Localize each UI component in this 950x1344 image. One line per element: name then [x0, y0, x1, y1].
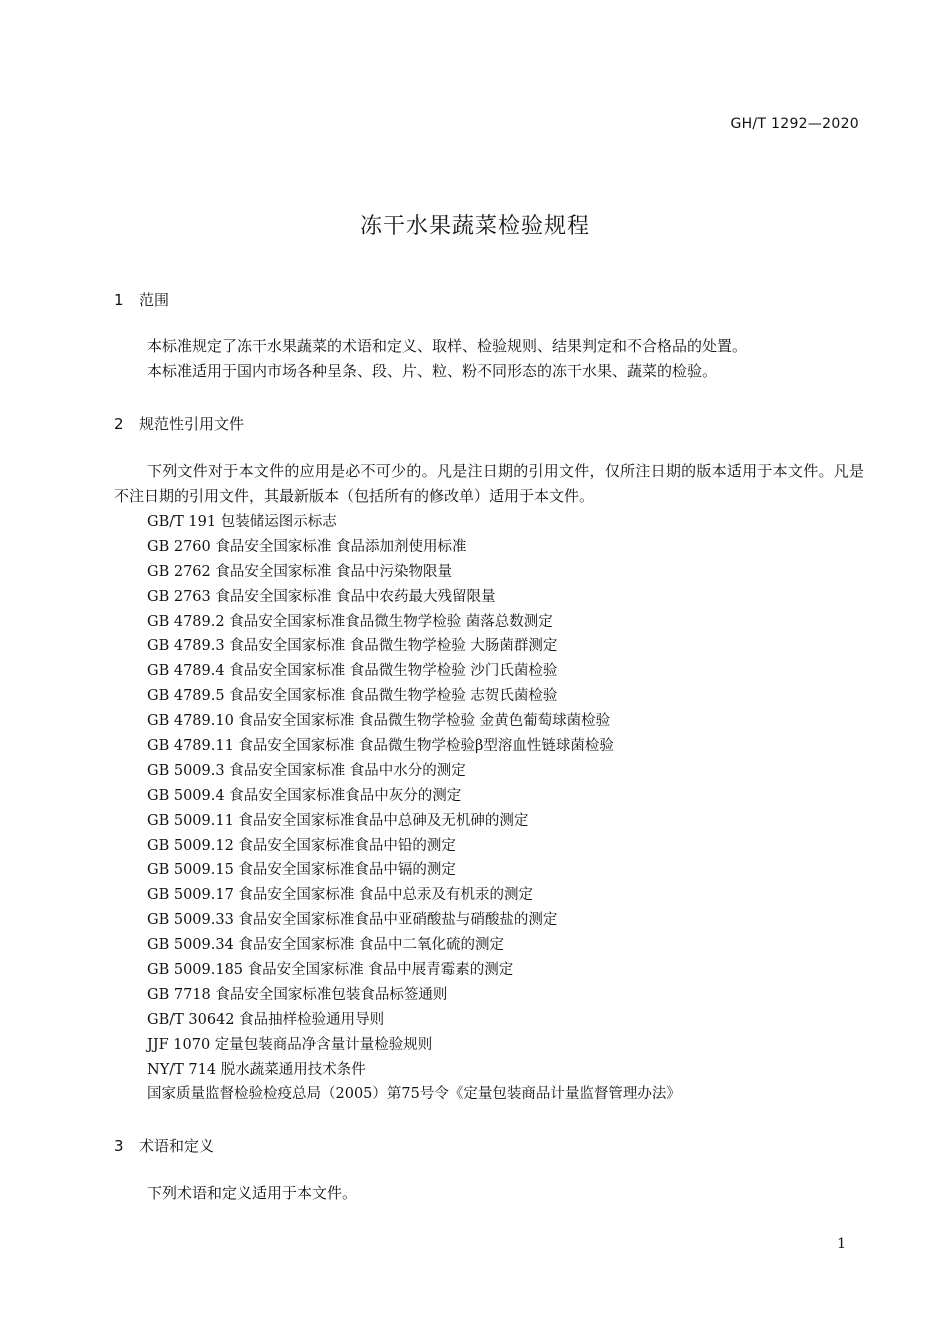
reference-item: 国家质量监督检验检疫总局（2005）第75号令《定量包装商品计量监督管理办法》: [147, 1086, 681, 1103]
section-title: 术语和定义: [139, 1137, 215, 1155]
document-title: 冻干水果蔬菜检验规程: [359, 214, 590, 239]
reference-item: GB 5009.3 食品安全国家标准 食品中水分的测定: [147, 762, 466, 779]
reference-item: GB 5009.17 食品安全国家标准 食品中总汞及有机汞的测定: [147, 887, 534, 904]
section-title: 规范性引用文件: [139, 415, 245, 433]
reference-item: GB 2760 食品安全国家标准 食品添加剂使用标准: [147, 538, 467, 555]
reference-item: GB 4789.11 食品安全国家标准 食品微生物学检验β型溶血性链球菌检验: [147, 738, 614, 755]
reference-item: GB 5009.4 食品安全国家标准食品中灰分的测定: [147, 787, 462, 804]
page-number: 1: [837, 1236, 846, 1252]
scope-paragraph-2: 本标准适用于国内市场各种呈条、段、片、粒、粉不同形态的冻干水果、蔬菜的检验。: [147, 362, 718, 380]
section-title: 范围: [139, 291, 170, 309]
reference-item: GB 4789.10 食品安全国家标准 食品微生物学检验 金黄色葡萄球菌检验: [147, 713, 611, 730]
reference-item: GB 5009.12 食品安全国家标准食品中铅的测定: [147, 837, 456, 854]
standard-code: GH/T 1292—2020: [730, 116, 859, 132]
reference-item: JJF 1070 定量包装商品净含量计量检验规则: [147, 1036, 433, 1053]
reference-item: GB 4789.3 食品安全国家标准 食品微生物学检验 大肠菌群测定: [147, 638, 558, 655]
terms-intro: 下列术语和定义适用于本文件。: [147, 1184, 358, 1202]
section-number: 2: [114, 415, 124, 433]
reference-item: GB 4789.2 食品安全国家标准食品微生物学检验 菌落总数测定: [147, 613, 553, 630]
section-1-heading: [114, 289, 169, 310]
reference-item: GB 5009.11 食品安全国家标准食品中总砷及无机砷的测定: [147, 812, 529, 829]
section-3-heading: [114, 1135, 214, 1156]
reference-item: GB 2762 食品安全国家标准 食品中污染物限量: [147, 563, 452, 580]
reference-item: GB 4789.4 食品安全国家标准 食品微生物学检验 沙门氏菌检验: [147, 663, 558, 680]
references-intro: 下列文件对于本文件的应用是必不可少的。凡是注日期的引用文件，仅所注日期的版本适用于本文件。凡是不注日期的引用文件，其最新版本（包括所有的修改单）适用于本文件。: [114, 462, 864, 505]
reference-item: NY/T 714 脱水蔬菜通用技术条件: [147, 1061, 366, 1078]
reference-item: GB/T 30642 食品抽样检验通用导则: [147, 1011, 385, 1028]
section-number: 3: [114, 1137, 124, 1155]
section-number: 1: [114, 291, 124, 309]
section-2-heading: [114, 413, 244, 434]
reference-item: GB 5009.15 食品安全国家标准食品中镉的测定: [147, 862, 456, 879]
reference-item: GB/T 191 包装储运图示标志: [147, 514, 337, 530]
reference-item: GB 7718 食品安全国家标准包装食品标签通则: [147, 986, 448, 1003]
reference-item: GB 4789.5 食品安全国家标准 食品微生物学检验 志贺氏菌检验: [147, 688, 558, 705]
reference-item: GB 5009.33 食品安全国家标准食品中亚硝酸盐与硝酸盐的测定: [147, 912, 558, 929]
scope-paragraph-1: 本标准规定了冻干水果蔬菜的术语和定义、取样、检验规则、结果判定和不合格品的处置。: [147, 337, 748, 355]
reference-item: GB 5009.34 食品安全国家标准 食品中二氧化硫的测定: [147, 937, 505, 954]
reference-list: [147, 510, 681, 1107]
reference-item: GB 5009.185 食品安全国家标准 食品中展青霉素的测定: [147, 962, 514, 979]
reference-item: GB 2763 食品安全国家标准 食品中农药最大残留限量: [147, 588, 496, 605]
